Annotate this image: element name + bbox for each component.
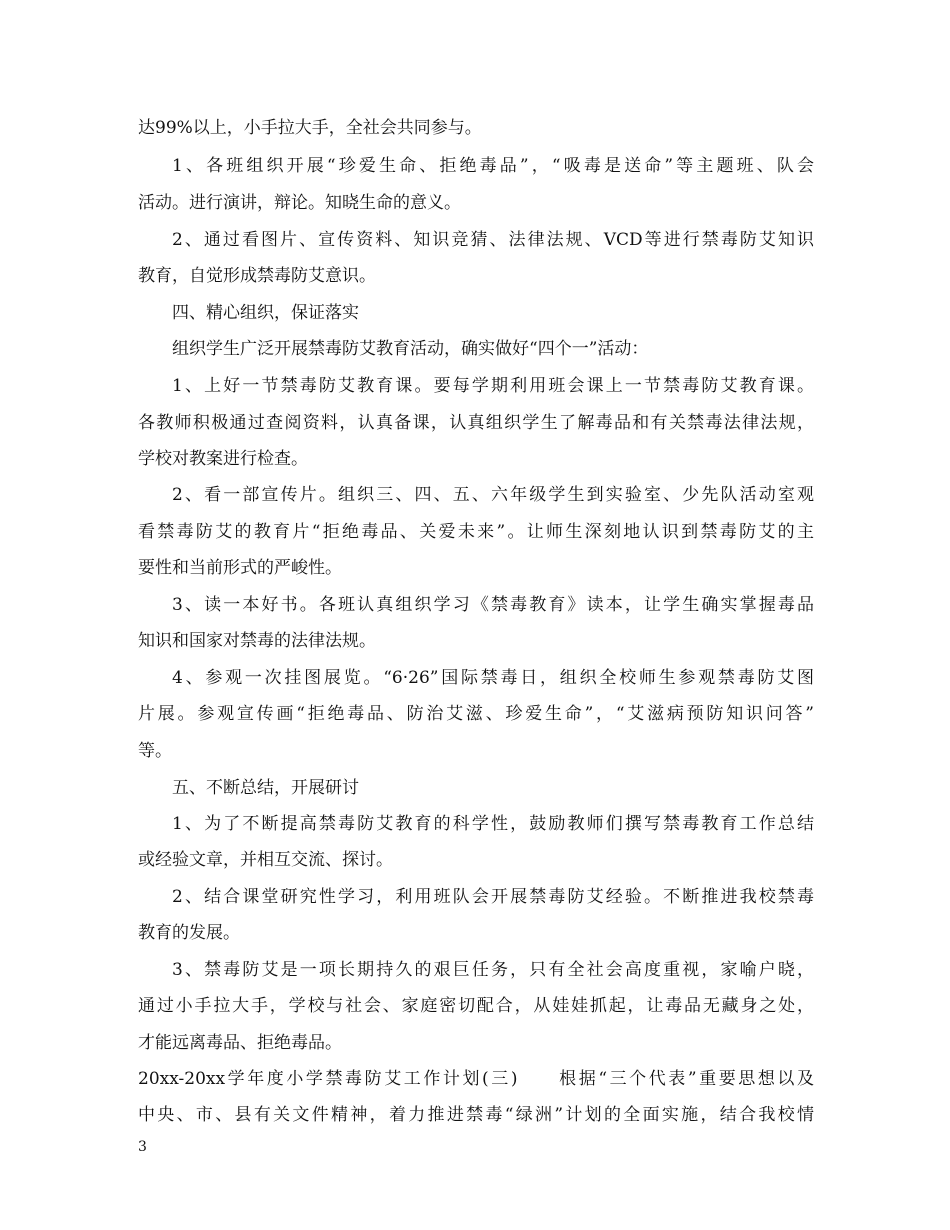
text-line: 3、禁毒防艾是一项长期持久的艰巨任务，只有全社会高度重视，家喻户晓， (172, 960, 814, 980)
text-line: 看禁毒防艾的教育片“拒绝毒品、关爱未来”。让师生深刻地认识到禁毒防艾的主 (138, 522, 814, 542)
text-line: 3、读一本好书。各班认真组织学习《禁毒教育》读本，让学生确实掌握毒品 (172, 595, 814, 615)
text-line: 等。 (138, 741, 172, 761)
text-line: 1、各班组织开展“珍爱生命、拒绝毒品”，“吸毒是送命”等主题班、队会 (172, 156, 814, 176)
text-line: 活动。进行演讲，辩论。知晓生命的意义。 (138, 193, 461, 213)
text-line: 片展。参观宣传画“拒绝毒品、防治艾滋、珍爱生命”，“艾滋病预防知识问答” (138, 704, 814, 724)
text-line: 4、参观一次挂图展览。“6·26”国际禁毒日，组织全校师生参观禁毒防艾图 (172, 668, 814, 688)
text-line: 2、结合课堂研究性学习，利用班队会开展禁毒防艾经验。不断推进我校禁毒 (172, 887, 814, 907)
text-line: 达99%以上，小手拉大手，全社会共同参与。 (138, 118, 482, 138)
text-line: 通过小手拉大手，学校与社会、家庭密切配合，从娃娃抓起，让毒品无藏身之处， (138, 996, 814, 1016)
text-line: 2、看一部宣传片。组织三、四、五、六年级学生到实验室、少先队活动室观 (172, 485, 814, 505)
section-heading: 四、精心组织，保证落实 (172, 303, 359, 323)
section-heading: 五、不断总结，开展研讨 (172, 778, 359, 798)
text-line: 学校对教案进行检查。 (138, 449, 308, 469)
text-line: 或经验文章，并相互交流、探讨。 (138, 850, 393, 870)
text-line: 知识和国家对禁毒的法律法规。 (138, 631, 376, 651)
text-line: 1、为了不断提高禁毒防艾教育的科学性，鼓励教师们撰写禁毒教育工作总结 (172, 814, 814, 834)
text-line: 组织学生广泛开展禁毒防艾教育活动，确实做好“四个一”活动： (172, 339, 649, 359)
text-line: 各教师积极通过查阅资料，认真备课，认真组织学生了解毒品和有关禁毒法律法规， (138, 413, 814, 433)
text-line: 20xx-20xx学年度小学禁毒防艾工作计划(三) 根据“三个代表”重要思想以及 (138, 1069, 814, 1089)
text-line: 中央、市、县有关文件精神，着力推进禁毒“绿洲”计划的全面实施，结合我校情 (138, 1105, 814, 1125)
page-number: 3 (138, 1139, 147, 1155)
text-line: 要性和当前形式的严峻性。 (138, 558, 342, 578)
text-line: 教育，自觉形成禁毒防艾意识。 (138, 266, 376, 286)
text-line: 2、通过看图片、宣传资料、知识竞猜、法律法规、VCD等进行禁毒防艾知识 (172, 230, 814, 250)
text-line: 1、上好一节禁毒防艾教育课。要每学期利用班会课上一节禁毒防艾教育课。 (172, 376, 814, 396)
text-line: 才能远离毒品、拒绝毒品。 (138, 1033, 342, 1053)
text-line: 教育的发展。 (138, 923, 240, 943)
